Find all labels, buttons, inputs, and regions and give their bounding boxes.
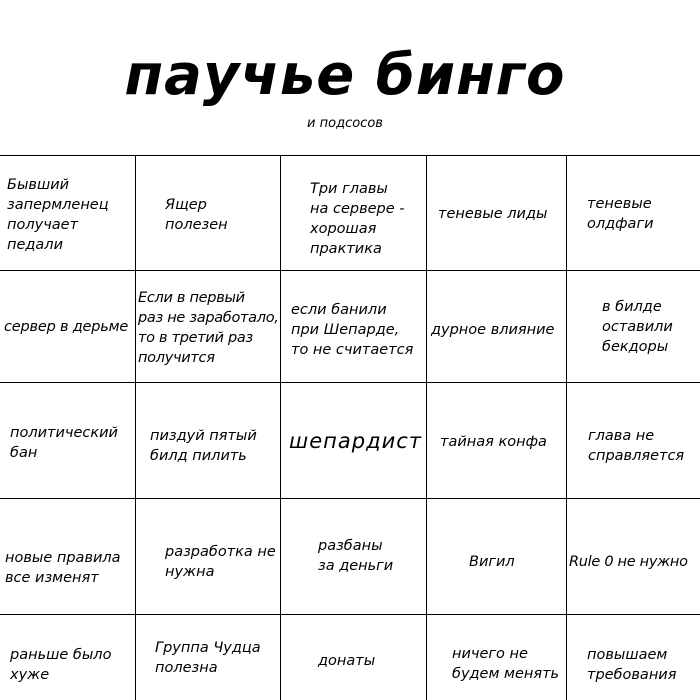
- bingo-cell: раньше было хуже: [10, 647, 112, 683]
- grid-line: [566, 155, 567, 700]
- bingo-cell: Три главы на сервере - хорошая практика: [310, 181, 405, 257]
- bingo-cell: сервер в дерьме: [4, 319, 129, 335]
- bingo-cell: Вигил: [469, 554, 515, 570]
- bingo-cell: тайная конфа: [440, 434, 547, 450]
- bingo-cell: Если в первый раз не заработало, то в третий раз получится: [138, 290, 279, 366]
- grid-line: [0, 498, 700, 499]
- bingo-cell: в билде оставили бекдоры: [602, 299, 673, 355]
- bingo-cell: разработка не нужна: [165, 544, 276, 580]
- bingo-cell: повышаем требования: [587, 647, 677, 683]
- grid-line: [135, 155, 136, 700]
- bingo-cell: если банили при Шепарде, то не считается: [291, 302, 414, 358]
- bingo-cell: шепардист: [289, 429, 423, 453]
- bingo-cell: теневые лиды: [438, 206, 548, 222]
- grid-line: [280, 155, 281, 700]
- grid-line: [0, 155, 700, 156]
- grid-line: [0, 382, 700, 383]
- page-subtitle: и подсосов: [307, 116, 383, 131]
- bingo-cell: разбаны за деньги: [318, 538, 394, 574]
- grid-line: [426, 155, 427, 700]
- bingo-cell: глава не справляется: [588, 428, 685, 464]
- page-title: паучье бинго: [124, 43, 566, 108]
- bingo-cell: теневые олдфаги: [587, 196, 654, 232]
- bingo-cell: Ящер полезен: [165, 197, 228, 233]
- bingo-cell: новые правила все изменят: [5, 550, 121, 586]
- grid-line: [0, 614, 700, 615]
- bingo-cell: Группа Чудца полезна: [155, 640, 261, 676]
- bingo-grid: [0, 155, 700, 700]
- bingo-cell: ничего не будем менять: [452, 646, 560, 682]
- bingo-cell: Rule 0 не нужно: [569, 554, 688, 570]
- bingo-cell: пиздуй пятый билд пилить: [150, 428, 257, 464]
- grid-line: [0, 270, 700, 271]
- bingo-cell: политический бан: [10, 425, 118, 461]
- bingo-cell: донаты: [318, 653, 376, 669]
- bingo-cell: дурное влияние: [431, 322, 555, 338]
- bingo-cell: Бывший запермленец получает педали: [7, 177, 109, 253]
